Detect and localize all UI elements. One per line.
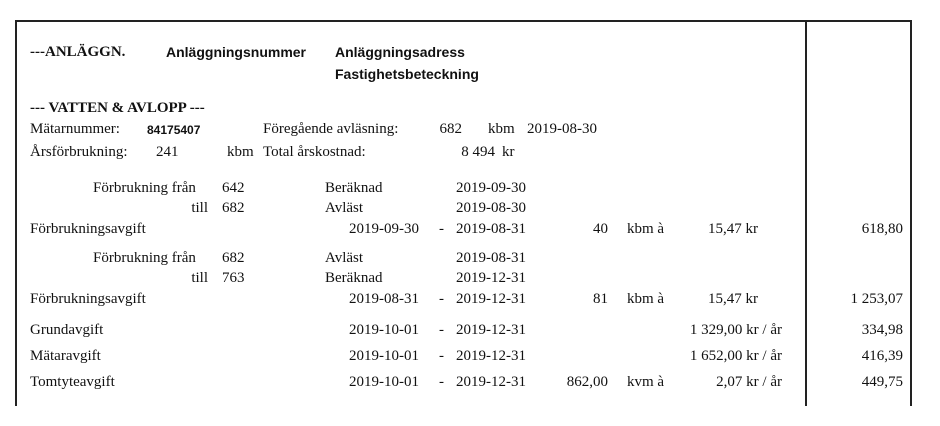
consumption-to-value: 763 bbox=[222, 270, 245, 286]
period-end: 2019-12-31 bbox=[456, 322, 526, 338]
previous-reading-value: 682 bbox=[439, 121, 462, 137]
line-amount: 1 253,07 bbox=[850, 291, 903, 307]
period-dash: - bbox=[439, 374, 444, 390]
meter-number-label: Mätarnummer: bbox=[30, 121, 120, 137]
period-dash: - bbox=[439, 221, 444, 237]
amount-column-divider bbox=[805, 20, 807, 406]
quantity: 862,00 bbox=[566, 374, 608, 390]
quantity: 40 bbox=[593, 221, 608, 237]
consumption-to-value: 682 bbox=[222, 200, 245, 216]
reading-type: Avläst bbox=[325, 200, 364, 216]
consumption-from-value: 642 bbox=[222, 180, 245, 196]
previous-reading-date: 2019-08-30 bbox=[527, 121, 597, 137]
total-annual-cost-unit: kr bbox=[502, 144, 515, 160]
line-amount: 449,75 bbox=[861, 374, 903, 390]
period-end: 2019-12-31 bbox=[456, 291, 526, 307]
period-end: 2019-12-31 bbox=[456, 348, 526, 364]
property-designation-header: Fastighetsbeteckning bbox=[335, 66, 479, 82]
facility-address-header: Anläggningsadress bbox=[335, 44, 465, 60]
period-start: 2019-09-30 bbox=[349, 221, 419, 237]
period-start: 2019-10-01 bbox=[349, 374, 419, 390]
total-annual-cost-label: Total årskostnad: bbox=[263, 144, 366, 160]
reading-date: 2019-08-30 bbox=[456, 200, 526, 216]
unit-price: 1 329,00 kr / år bbox=[689, 322, 782, 338]
unit-label: kbm à bbox=[627, 221, 665, 237]
fee-label: Grundavgift bbox=[30, 322, 104, 338]
annual-consumption-unit: kbm bbox=[227, 144, 254, 160]
period-dash: - bbox=[439, 322, 444, 338]
consumption-from-label: Förbrukning från bbox=[93, 250, 196, 266]
line-amount: 416,39 bbox=[861, 348, 903, 364]
period-start: 2019-08-31 bbox=[349, 291, 419, 307]
quantity: 81 bbox=[593, 291, 608, 307]
period-end: 2019-12-31 bbox=[456, 374, 526, 390]
fee-label: Tomtyteavgift bbox=[30, 374, 115, 390]
period-start: 2019-10-01 bbox=[349, 322, 419, 338]
water-section-title: --- VATTEN & AVLOPP --- bbox=[30, 100, 205, 116]
line-amount: 334,98 bbox=[861, 322, 903, 338]
unit-label: kbm à bbox=[627, 291, 665, 307]
meter-number-value: 84175407 bbox=[147, 123, 201, 137]
consumption-to-label: till bbox=[191, 270, 208, 286]
frame-top-border bbox=[15, 20, 912, 22]
unit-price: 1 652,00 kr / år bbox=[689, 348, 782, 364]
period-end: 2019-08-31 bbox=[456, 221, 526, 237]
facility-number-header: Anläggningsnummer bbox=[166, 44, 307, 60]
unit-price: 15,47 kr bbox=[708, 221, 758, 237]
annual-consumption-value: 241 bbox=[156, 144, 179, 160]
reading-type: Beräknad bbox=[325, 270, 383, 286]
period-dash: - bbox=[439, 291, 444, 307]
line-amount: 618,80 bbox=[861, 221, 903, 237]
fee-label: Mätaravgift bbox=[30, 348, 101, 364]
fee-label: Förbrukningsavgift bbox=[30, 291, 146, 307]
consumption-from-label: Förbrukning från bbox=[93, 180, 196, 196]
reading-type: Beräknad bbox=[325, 180, 383, 196]
consumption-to-label: till bbox=[191, 200, 208, 216]
period-dash: - bbox=[439, 348, 444, 364]
unit-label: kvm à bbox=[627, 374, 665, 390]
previous-reading-unit: kbm bbox=[488, 121, 515, 137]
unit-price: 15,47 kr bbox=[708, 291, 758, 307]
consumption-from-value: 682 bbox=[222, 250, 245, 266]
fee-label: Förbrukningsavgift bbox=[30, 221, 146, 237]
frame-right-border bbox=[910, 20, 912, 406]
frame-left-border bbox=[15, 20, 17, 406]
reading-date: 2019-12-31 bbox=[456, 270, 526, 286]
annual-consumption-label: Årsförbrukning: bbox=[30, 144, 128, 160]
unit-price: 2,07 kr / år bbox=[716, 374, 782, 390]
period-start: 2019-10-01 bbox=[349, 348, 419, 364]
previous-reading-label: Föregående avläsning: bbox=[263, 121, 399, 137]
reading-date: 2019-08-31 bbox=[456, 250, 526, 266]
reading-type: Avläst bbox=[325, 250, 364, 266]
reading-date: 2019-09-30 bbox=[456, 180, 526, 196]
total-annual-cost-value: 8 494 bbox=[461, 144, 495, 160]
section-label: ---ANLÄGGN. bbox=[30, 44, 126, 60]
